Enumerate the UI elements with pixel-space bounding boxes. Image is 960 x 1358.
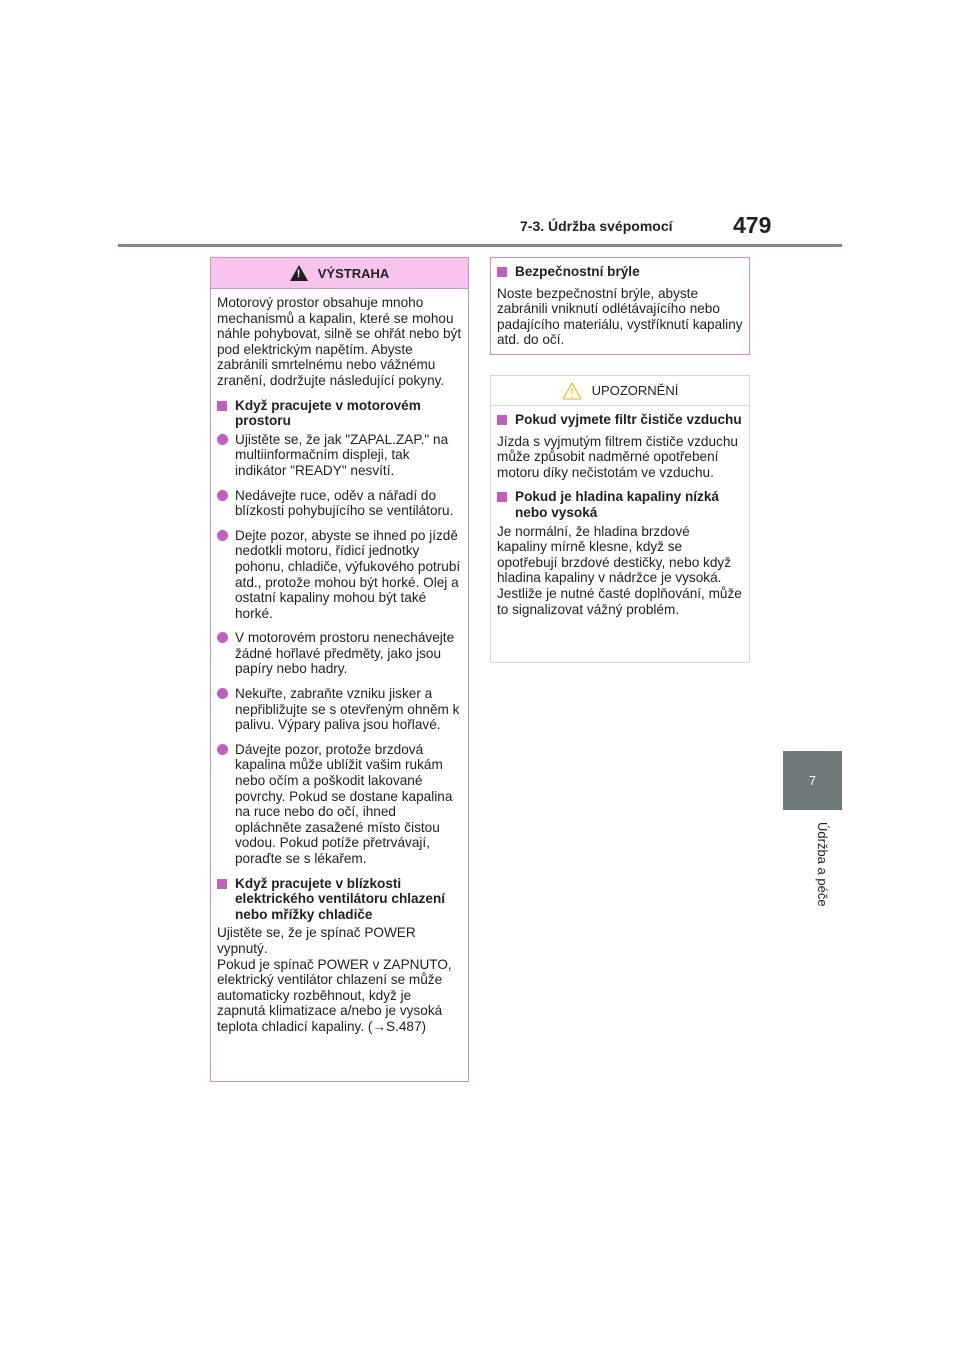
warning-section-2-text-1: Ujistěte se, že je spínač POWER vypnutý. <box>217 925 416 956</box>
bullet-text: Nekuřte, zabraňte vzniku jisker a nepřibližujte se s otevřeným ohněm k palivu. Výpary paliva jsou hořlavé. <box>235 686 460 733</box>
square-bullet-icon <box>497 412 515 431</box>
header-title: 7-3. Údržba svépomocí <box>520 218 673 234</box>
notice-header <box>491 376 749 406</box>
warning-section-2-text-2: Pokud je spínač POWER v ZAPNUTO, elektrický ventilátor chlazení se může automaticky rozběhnout, když je zapnutá klimatizace a/nebo je vysoká teplota chladicí kapaliny. (→S.487) <box>217 956 452 1034</box>
notice-section-1 <box>497 412 743 431</box>
glasses-section <box>497 264 743 283</box>
bullet-item <box>217 686 462 733</box>
page-number: 479 <box>733 212 772 238</box>
notice-section-2-text: Je normální, že hladina brzdové kapaliny mírně klesne, když se opotřebují brzdové destičky, nebo když hladina kapaliny v nádržce je vysoká. Jestliže je nutné časté doplňování, může to signalizovat vážný problém. <box>497 523 742 617</box>
warning-section-1 <box>217 398 462 429</box>
warning-section-1-title: Když pracujete v motorovém prostoru <box>235 397 421 429</box>
caution-outline-icon <box>562 382 582 400</box>
round-bullet-icon <box>217 528 235 622</box>
round-bullet-icon <box>217 432 235 479</box>
header-rule <box>118 244 842 247</box>
notice-section-2 <box>497 489 743 520</box>
warning-intro: Motorový prostor obsahuje mnoho mechanismů a kapalin, které se mohou náhle pohybovat, silně se ohřát nebo být pod elektrickým napětím. Abyste zabránili smrtelnému nebo vážnému zranění, dodržujte následující pokyny. <box>217 295 462 388</box>
chapter-tab <box>783 751 842 810</box>
warning-title: VÝSTRAHA <box>317 265 390 281</box>
warning-section-2 <box>217 876 462 923</box>
square-bullet-icon <box>497 489 515 520</box>
square-bullet-icon <box>217 398 235 429</box>
notice-section-1-text: Jízda s vyjmutým filtrem čističe vzduchu může způsobit nadměrné opotřebení motoru díky nečistotám ve vzduchu. <box>497 433 738 480</box>
notice-title: UPOZORNĚNÍ <box>591 383 679 398</box>
bullet-text: Dejte pozor, abyste se ihned po jízdě nedotkli motoru, řídicí jednotky pohonu, chladiče, výfukového potrubí atd., protože mohou být horké. Olej a ostatní kapaliny mohou být také horké. <box>235 527 461 621</box>
square-bullet-icon <box>497 264 515 283</box>
glasses-text: Noste bezpečnostní brýle, abyste zabránili vniknutí odlétávajícího nebo padajícího materiálu, vystříknutí kapaliny atd. do očí. <box>497 285 743 348</box>
bullet-text: Ujistěte se, že jak "ZAPAL.ZAP." na multiinformačním displeji, tak indikátor "READY" nesvítí. <box>235 431 449 478</box>
bullet-item <box>217 528 462 622</box>
round-bullet-icon <box>217 488 235 519</box>
bullet-text: Nedávejte ruce, oděv a nářadí do blízkosti pohybujícího se ventilátoru. <box>235 487 454 519</box>
square-bullet-icon <box>217 876 235 923</box>
glasses-box <box>490 257 750 355</box>
chapter-number: 7 <box>808 773 817 788</box>
notice-box <box>490 375 750 663</box>
warning-triangle-icon <box>290 265 308 281</box>
notice-section-2-title: Pokud je hladina kapaliny nízká nebo vysoká <box>515 489 719 520</box>
warning-body <box>211 289 468 1035</box>
chapter-side-label: Údržba a péče <box>815 822 830 907</box>
bullet-item <box>217 742 462 867</box>
notice-section-1-title: Pokud vyjmete filtr čističe vzduchu <box>515 412 742 427</box>
bullet-text: V motorovém prostoru nenechávejte žádné hořlavé předměty, jako jsou papíry nebo hadry. <box>235 630 455 677</box>
glasses-title: Bezpečnostní brýle <box>515 264 640 279</box>
bullet-item <box>217 432 462 479</box>
warning-section-2-title: Když pracujete v blízkosti elektrického ventilátoru chlazení nebo mřížky chladiče <box>235 875 446 922</box>
bullet-text: Dávejte pozor, protože brzdová kapalina může ublížit vašim rukám nebo očím a poškodit lakované povrchy. Pokud se dostane kapalina na ruce nebo do očí, ihned opláchněte zasažené místo čistou vodou. Pokud potíže přetrvávají, poraďte se s lékařem. <box>235 741 453 866</box>
bullet-item <box>217 630 462 677</box>
glasses-body <box>491 258 749 348</box>
warning-header <box>211 258 468 289</box>
bullet-item <box>217 488 462 519</box>
round-bullet-icon <box>217 686 235 733</box>
notice-body <box>491 406 749 617</box>
warning-box <box>210 257 469 1082</box>
round-bullet-icon <box>217 630 235 677</box>
round-bullet-icon <box>217 742 235 867</box>
